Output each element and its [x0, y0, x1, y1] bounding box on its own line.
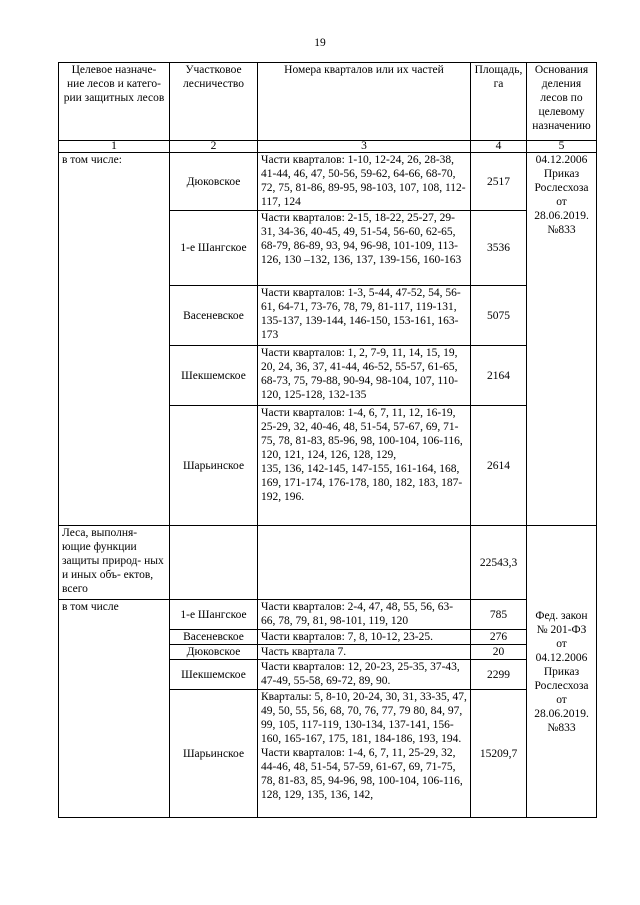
col-number: 3: [258, 141, 471, 153]
section1-basis: 04.12.2006 Приказ Рослесхоза от 28.06.2019. №833: [527, 153, 597, 526]
area-cell: 276: [471, 630, 527, 645]
quarters-cell: Части кварталов: 7, 8, 10-12, 23-25.: [258, 630, 471, 645]
forestry-name: Шарьинское: [170, 406, 258, 526]
page-number: 19: [314, 37, 326, 49]
col-number: 5: [527, 141, 597, 153]
quarters-cell: Части кварталов: 1, 2, 7-9, 11, 14, 15, 19, 20, 24, 36, 37, 41-44, 46-52, 55-57, 61-65, 68-73, 75, 79-88, 90-94, 98-104, 107, 110-120, 125-128, 132-135: [258, 346, 471, 406]
area-cell: 3536: [471, 211, 527, 286]
forestry-name: 1-е Шангское: [170, 211, 258, 286]
area-cell: 2299: [471, 660, 527, 690]
forestry-name: Шарьинское: [170, 690, 258, 818]
quarters-cell: [258, 690, 471, 818]
header-row: [59, 63, 597, 141]
forestry-name: Шекшемское: [170, 346, 258, 406]
forestry-name: 1-е Шангское: [170, 600, 258, 630]
area-cell: 2614: [471, 406, 527, 526]
area-cell: 20: [471, 645, 527, 660]
section2-basis: Фед. закон № 201-ФЗ от 04.12.2006 Приказ Рослесхоза от 28.06.2019. №833: [527, 526, 597, 818]
col-number: 1: [59, 141, 170, 153]
quarters-part: Кварталы: 5, 8-10, 20-24, 30, 31, 33-35, 47, 49, 50, 55, 56, 68, 70, 76, 77, 79 80, 84, 97, 99, 105, 117-119, 130-134, 137-141, 156-160, 165-167, 175, 181, 184-186, 193, 194.: [261, 691, 467, 745]
header-area: Площадь, га: [471, 63, 527, 141]
header-basis: Основания деления лесов по целевому назначению: [527, 63, 597, 141]
header-quarters: Номера кварталов или их частей: [258, 63, 471, 141]
section2-label: в том числе: [59, 600, 170, 818]
area-cell: 2517: [471, 153, 527, 211]
col-number: 2: [170, 141, 258, 153]
header-forestry: Участковое лесничество: [170, 63, 258, 141]
quarters-cell: [258, 406, 471, 526]
quarters-cell: Части кварталов: 12, 20-23, 25-35, 37-43, 47-49, 55-58, 69-72, 89, 90.: [258, 660, 471, 690]
protective-label: Леса, выполня- ющие функции защиты природ- ных и иных объ- ектов, всего: [59, 526, 170, 600]
area-cell: 2164: [471, 346, 527, 406]
section1-label: в том числе:: [59, 153, 170, 526]
col-number: 4: [471, 141, 527, 153]
area-cell: 785: [471, 600, 527, 630]
quarters-cell: Часть квартала 7.: [258, 645, 471, 660]
quarters-cell: Части кварталов: 2-15, 18-22, 25-27, 29-31, 34-36, 40-45, 49, 51-54, 56-60, 62-65, 68-79, 86-89, 93, 94, 96-98, 101-109, 113-126, 130 –132, 136, 137, 139-156, 160-163: [258, 211, 471, 286]
table-row: [59, 526, 597, 600]
quarters-part: 135, 136, 142-145, 147-155, 161-164, 168, 169, 171-174, 176-178, 180, 182, 183, 187-192, 196.: [261, 463, 463, 503]
quarters-cell: Части кварталов: 1-3, 5-44, 47-52, 54, 56-61, 64-71, 73-76, 78, 79, 81-117, 119-131, 135-137, 139-144, 146-150, 153-161, 163-173: [258, 286, 471, 346]
quarters-part: Части кварталов: 1-4, 6, 7, 11, 25-29, 32, 44-46, 48, 51-54, 57-59, 61-67, 69, 71-75, 78, 81-83, 85, 94-96, 98, 100-104, 106-116, 128, 129, 135, 136, 142,: [261, 747, 463, 801]
protective-area: 22543,3: [471, 526, 527, 600]
forestry-name: Шекшемское: [170, 660, 258, 690]
table-row: [59, 600, 597, 630]
table-row: [59, 153, 597, 211]
quarters-cell: Части кварталов: 2-4, 47, 48, 55, 56, 63-66, 78, 79, 81, 98-101, 119, 120: [258, 600, 471, 630]
forestry-name: Васеневское: [170, 630, 258, 645]
area-cell: 15209,7: [471, 690, 527, 818]
header-purpose: Целевое назначе- ние лесов и катего- рии защитных лесов: [59, 63, 170, 141]
area-cell: 5075: [471, 286, 527, 346]
forest-table: [58, 62, 597, 818]
empty-cell: [170, 526, 258, 600]
forestry-name: Дюковское: [170, 645, 258, 660]
column-number-row: [59, 141, 597, 153]
empty-cell: [258, 526, 471, 600]
quarters-part: Части кварталов: 1-4, 6, 7, 11, 12, 16-19, 25-29, 32, 40-46, 48, 51-54, 57-67, 69, 71-75, 78, 81-83, 85-96, 98, 100-104, 106-116, 120, 121, 124, 126, 128, 129,: [261, 407, 463, 461]
quarters-cell: Части кварталов: 1-10, 12-24, 26, 28-38, 41-44, 46, 47, 50-56, 59-62, 64-66, 68-70, 72, 75, 81-86, 89-95, 98-103, 107, 108, 112-117, 124: [258, 153, 471, 211]
forestry-name: Васеневское: [170, 286, 258, 346]
forestry-name: Дюковское: [170, 153, 258, 211]
